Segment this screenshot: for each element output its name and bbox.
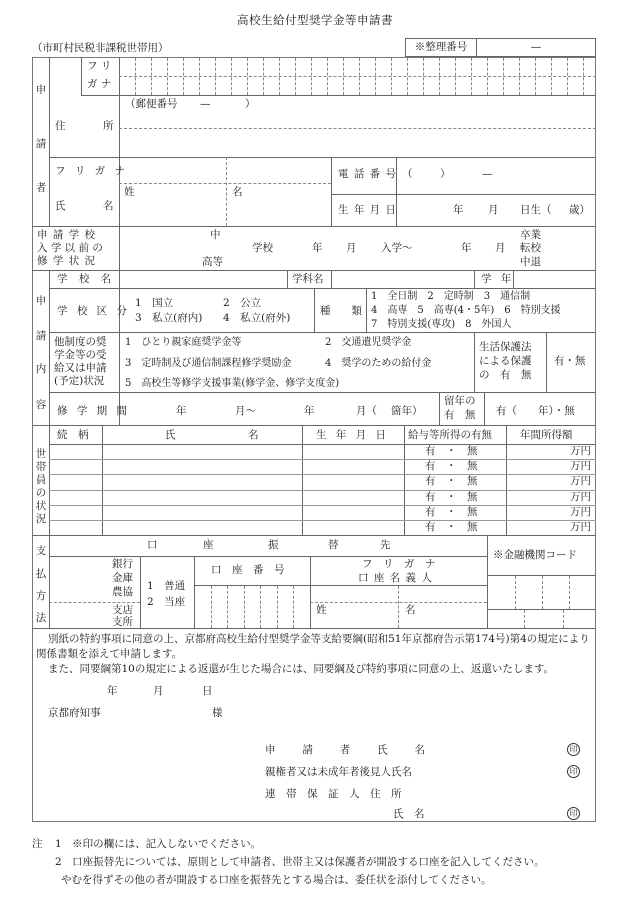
- divider: [119, 270, 120, 425]
- household-birth-date-field[interactable]: [304, 445, 404, 458]
- course-type-options[interactable]: 4 高専 5 高専(4・5年) 6 特別支援: [371, 305, 561, 316]
- table-row: [50, 445, 595, 459]
- name-furigana-label: フ リ ガ ナ: [55, 165, 129, 177]
- note-item: やむを得ずその他の者が開設する口座を振替先とする場合は、委任状を添付してください。: [61, 874, 492, 886]
- divider: [183, 58, 184, 95]
- payment-header-char: 座: [203, 539, 214, 551]
- household-income-field[interactable]: [508, 460, 568, 473]
- other-scholarship-label: 他制度の奨: [54, 336, 107, 348]
- other-scholarship-option[interactable]: 3 定時制及び通信制課程修学奨励金: [125, 357, 292, 369]
- guarantor-address-field[interactable]: [430, 785, 580, 803]
- table-row: [50, 491, 595, 505]
- household-name-field[interactable]: [104, 475, 302, 488]
- household-birth-date-field[interactable]: [304, 491, 404, 504]
- postal-code-prefix: （郵便番号: [125, 98, 178, 110]
- bank-name-field[interactable]: [51, 558, 109, 600]
- divider: [487, 58, 488, 95]
- divider: [398, 586, 399, 628]
- branch-code-field[interactable]: [488, 610, 595, 627]
- address-field[interactable]: [121, 130, 595, 156]
- institution-type: 銀行: [112, 558, 133, 570]
- divider: [49, 556, 487, 557]
- course-type-options[interactable]: 7 特別支援(専攻) 8 外国人: [371, 319, 512, 330]
- divider: [32, 226, 596, 227]
- divider: [375, 58, 376, 95]
- prior-study-label-1: 申 請 学 校: [37, 229, 97, 241]
- household-relation-field[interactable]: [51, 460, 102, 473]
- payment-section-label-4: 法: [35, 612, 47, 624]
- divider: [49, 332, 596, 333]
- birth-year-unit: 年: [453, 204, 464, 216]
- divider: [119, 128, 596, 129]
- divider: [567, 58, 568, 95]
- divider: [279, 58, 280, 95]
- divider: [314, 288, 315, 332]
- welfare-label: 生活保護法: [479, 341, 532, 353]
- income-flag-option[interactable]: 有 ・ 無: [425, 505, 478, 518]
- period-start-month-unit: 月～: [235, 405, 256, 417]
- divider: [519, 58, 520, 95]
- divider: [551, 58, 552, 95]
- divider: [343, 58, 344, 95]
- name-label-1: 氏: [55, 200, 66, 212]
- welfare-value[interactable]: 有・無: [554, 355, 586, 367]
- divider: [194, 585, 487, 586]
- given-name-furigana-field[interactable]: [228, 159, 330, 182]
- given-name-field[interactable]: [228, 200, 330, 225]
- holder-surname-field[interactable]: [330, 618, 396, 627]
- address-label-1: 住: [55, 120, 66, 132]
- phone-paren-open: （: [402, 168, 413, 180]
- divider: [81, 95, 596, 96]
- payment-section-label-2: 払: [35, 568, 47, 580]
- guarantor-name-field[interactable]: [430, 806, 560, 820]
- period-end-year-unit: 年: [304, 405, 315, 417]
- scholarship-row: [125, 357, 471, 370]
- household-section-label-char: 状: [35, 500, 47, 512]
- divider: [32, 628, 596, 629]
- signature-label-guarantor-name: 氏 名: [393, 808, 425, 820]
- postal-code-dash: —: [200, 98, 211, 110]
- address-label-2: 所: [103, 120, 114, 132]
- document-title: 高校生給付型奨学金等申請書: [237, 13, 393, 27]
- divider: [211, 586, 212, 628]
- school-category-option[interactable]: 4 私立(府外): [223, 312, 291, 324]
- divider: [215, 58, 216, 95]
- income-unit: 万円: [570, 460, 591, 473]
- divider: [439, 392, 440, 425]
- divider: [199, 58, 200, 95]
- entry-month-unit: 月: [346, 242, 357, 254]
- divider: [49, 288, 596, 289]
- given-name-label: 名: [232, 186, 243, 198]
- divider: [546, 332, 547, 392]
- seal-icon: [567, 743, 580, 756]
- department-field[interactable]: [333, 271, 473, 287]
- branch-type: 支所: [112, 616, 133, 628]
- reference-number-field[interactable]: —: [530, 41, 542, 53]
- divider: [244, 586, 245, 628]
- household-relation-field[interactable]: [51, 521, 102, 534]
- account-number-label: 口 座 番 号: [211, 564, 285, 576]
- divider: [263, 58, 264, 95]
- period-start-year-unit: 年: [176, 405, 187, 417]
- age-unit: 歳）: [569, 204, 590, 216]
- applicant-section-label-1: 申: [35, 84, 47, 96]
- household-birth-date-field[interactable]: [304, 506, 404, 519]
- divider: [455, 58, 456, 95]
- school-type-middle: 中: [210, 229, 221, 241]
- surname-field[interactable]: [121, 200, 225, 225]
- course-type-label: 種 類: [320, 305, 362, 317]
- other-scholarship-option[interactable]: 2 交通遺児奨学金: [325, 337, 412, 348]
- divider: [32, 425, 596, 426]
- household-section-label-char: 員: [35, 474, 47, 486]
- date-year-unit: 年: [107, 685, 118, 697]
- divider: [423, 58, 424, 95]
- school-name-field[interactable]: [121, 271, 286, 287]
- table-row: [50, 506, 595, 520]
- household-relation-field[interactable]: [51, 445, 102, 458]
- declaration-paragraph-1: 別紙の特約事項に同意の上、京都府高校生給付型奨学金等支給要綱(昭和51年京都府告示第174号)第4の規定により関係書類を添えて申請します。: [36, 633, 590, 660]
- divider: [331, 194, 596, 195]
- phone-dash: —: [482, 168, 493, 180]
- other-scholarship-label: 学金等の受: [54, 349, 107, 361]
- household-birth-date-field[interactable]: [304, 521, 404, 534]
- school-type-high: 高等: [202, 256, 223, 268]
- household-income-field[interactable]: [508, 445, 568, 458]
- divider: [439, 58, 440, 95]
- institution-type: 金庫: [112, 572, 133, 584]
- divider: [81, 57, 82, 95]
- school-name-label: 学 校 名: [57, 273, 116, 285]
- entry-label: 入学～: [381, 242, 413, 254]
- divider: [227, 586, 228, 628]
- seal-mark: 印: [567, 743, 580, 756]
- divider: [49, 270, 50, 425]
- payment-section-label-3: 方: [35, 590, 47, 602]
- account-type-option[interactable]: 1 普通: [147, 580, 186, 592]
- bank-code-label: ※金融機関コード: [493, 549, 577, 561]
- prior-study-label-3: 修 学 状 況: [37, 255, 97, 267]
- household-col-relation: 続 柄: [57, 429, 89, 441]
- household-birth-date-field[interactable]: [304, 475, 404, 488]
- other-scholarship-option[interactable]: 5 高校生等修学支援事業(修学金、修学支度金): [125, 378, 340, 389]
- entry-year-unit: 年: [312, 242, 323, 254]
- other-scholarship-label: (予定)状況: [54, 375, 105, 387]
- divider: [32, 270, 596, 271]
- signature-label-guardian: 親権者又は未成年者後見人氏名: [265, 766, 412, 778]
- holder-given-name-label: 名: [405, 604, 416, 616]
- divider: [327, 58, 328, 95]
- household-relation-field[interactable]: [51, 475, 102, 488]
- income-unit: 万円: [570, 445, 591, 457]
- reference-number-box: [405, 38, 596, 57]
- other-scholarship-options: [125, 336, 471, 390]
- household-name-field[interactable]: [104, 521, 302, 534]
- divider: [583, 58, 584, 95]
- divider: [151, 58, 152, 95]
- declaration-paragraph-2: また、同要綱第10の規定による返還が生じた場合には、同要綱及び特約事項に同意の上、返還いたします。: [48, 663, 555, 675]
- school-category-option[interactable]: 3 私立(府内): [135, 312, 203, 324]
- divider: [119, 226, 120, 270]
- branch-type: 支店: [112, 604, 133, 616]
- other-scholarship-option[interactable]: 4 奨学のための給付金: [325, 357, 432, 369]
- seal-mark: 印: [567, 807, 580, 820]
- addressee: 京都府知事: [48, 707, 101, 719]
- status-graduated[interactable]: 卒業: [520, 229, 541, 241]
- household-col-birth: 生 年 月 日: [316, 429, 390, 441]
- bank-code-field[interactable]: [488, 576, 595, 608]
- divider: [311, 58, 312, 95]
- declaration: [36, 632, 592, 723]
- status-transferred[interactable]: 転校: [520, 242, 541, 254]
- divider: [535, 58, 536, 95]
- prior-study-label-2: 入 学 以 前 の: [37, 242, 103, 254]
- reference-number-label: ※整理番号: [406, 39, 477, 56]
- seal-icon: [567, 765, 580, 778]
- note-item: 1 ※印の欄には、記入しないでください。: [55, 838, 262, 850]
- signature-label-guarantor-address: 連 帯 保 証 人 住 所: [265, 788, 402, 800]
- household-relation-field[interactable]: [51, 491, 102, 504]
- repeat-year-label: 留年の: [444, 395, 476, 407]
- other-scholarship-label: 給又は申請: [54, 362, 107, 374]
- divider: [194, 556, 195, 628]
- school-category-option[interactable]: 1 国立: [135, 297, 174, 309]
- income-flag-option[interactable]: 有 ・ 無: [425, 445, 478, 457]
- notes-prefix: 注: [32, 838, 43, 850]
- birth-month-unit: 月: [488, 204, 499, 216]
- holder-given-field[interactable]: [419, 618, 486, 627]
- household-income-field[interactable]: [508, 506, 568, 519]
- holder-surname-furigana-field[interactable]: [312, 587, 396, 601]
- divider: [119, 76, 596, 77]
- divider: [484, 392, 485, 425]
- divider: [49, 392, 596, 393]
- exit-month-unit: 月: [495, 242, 506, 254]
- household-name-field[interactable]: [104, 506, 302, 519]
- income-unit: 万円: [570, 521, 591, 533]
- grade-label: 学 年: [481, 273, 515, 285]
- household-section-label-char: 帯: [35, 461, 47, 473]
- divider: [135, 58, 136, 95]
- payment-header-char: 先: [380, 539, 391, 551]
- divider: [49, 57, 50, 226]
- document-subtitle: （市町村民税非課税世帯用）: [32, 42, 169, 54]
- date-month-unit: 月: [153, 685, 164, 697]
- income-unit: 万円: [570, 475, 591, 488]
- payment-header-char: 振: [268, 539, 279, 551]
- divider: [293, 586, 294, 628]
- course-type-options[interactable]: 1 全日制 2 定時制 3 通信制: [371, 291, 531, 302]
- surname-furigana-field[interactable]: [121, 159, 225, 182]
- divider: [513, 270, 514, 288]
- divider: [49, 535, 50, 628]
- school-suffix: 学校: [252, 242, 273, 254]
- household-section-label-char: 況: [35, 513, 47, 525]
- household-relation-field[interactable]: [51, 506, 102, 519]
- household-name-field[interactable]: [104, 445, 302, 458]
- divider: [226, 157, 227, 226]
- household-name-field[interactable]: [104, 460, 302, 473]
- table-row: [50, 460, 595, 474]
- household-name-field[interactable]: [104, 491, 302, 504]
- household-income-field[interactable]: [508, 475, 568, 488]
- income-unit: 万円: [570, 505, 591, 518]
- applicant-name-field[interactable]: [430, 741, 560, 759]
- study-period-label: 修 学 期 間: [57, 405, 131, 417]
- addressee-honorific: 様: [212, 707, 223, 719]
- application-section-label-4: 容: [35, 399, 47, 411]
- payment-header-char: 替: [328, 539, 339, 551]
- phone-label: 電 話 番 号: [338, 168, 398, 180]
- guardian-name-field[interactable]: [430, 763, 560, 781]
- note-item: 2 口座振替先については、原則として申請者、世帯主又は保護者が開設する口座を記入してください。: [55, 856, 545, 868]
- household-income-field[interactable]: [508, 521, 568, 534]
- furigana-label-2: ガ ナ: [87, 78, 112, 90]
- holder-given-furigana-field[interactable]: [400, 587, 486, 601]
- divider: [295, 58, 296, 95]
- period-end-month-unit: 月（: [356, 405, 377, 417]
- branch-name-field[interactable]: [51, 604, 109, 627]
- divider: [474, 332, 475, 392]
- repeat-year-value[interactable]: 有（ 年）・無: [496, 405, 575, 417]
- divider: [277, 586, 278, 628]
- divider: [119, 57, 120, 226]
- school-category-option[interactable]: 2 公立: [223, 297, 262, 309]
- household-birth-date-field[interactable]: [304, 460, 404, 473]
- income-flag-option[interactable]: 有 ・ 無: [425, 460, 478, 473]
- application-date-field[interactable]: [36, 681, 592, 703]
- welfare-label: の 有 無: [479, 369, 532, 381]
- household-col-income: 年間所得額: [520, 429, 573, 441]
- divider: [287, 270, 288, 288]
- furigana-label-1: フ リ: [87, 60, 112, 72]
- application-section-label-3: 内: [35, 363, 47, 375]
- period-years-unit: 箇年）: [391, 405, 423, 417]
- school-category-label: 学 校 区 分: [57, 305, 131, 317]
- divider: [503, 58, 504, 95]
- income-flag-option[interactable]: 有 ・ 無: [425, 475, 478, 488]
- surname-label: 姓: [124, 186, 135, 198]
- exit-year-unit: 年: [461, 242, 472, 254]
- divider: [474, 270, 475, 288]
- phone-paren-close: ）: [440, 168, 451, 180]
- divider: [167, 58, 168, 95]
- application-section-label-2: 請: [35, 330, 47, 342]
- household-col-surname: 氏: [165, 429, 176, 441]
- applicant-section-label-2: 請: [35, 138, 47, 150]
- divider: [119, 183, 331, 184]
- household-section-label-char: 世: [35, 448, 47, 460]
- phone-field[interactable]: [398, 159, 595, 193]
- divider: [471, 58, 472, 95]
- institution-type: 農協: [112, 586, 133, 598]
- name-label-2: 名: [103, 200, 114, 212]
- divider: [331, 157, 332, 226]
- repeat-year-label: 有 無: [444, 409, 476, 421]
- divider: [231, 58, 232, 95]
- table-row: [50, 521, 595, 535]
- status-withdrawn[interactable]: 中退: [520, 256, 541, 268]
- welfare-label: による保護: [479, 355, 532, 367]
- divider: [310, 556, 311, 628]
- holder-label: 口 座 名 義 人: [358, 572, 433, 584]
- grade-field[interactable]: [515, 271, 595, 287]
- signature-label-applicant: 申 請 者 氏 名: [265, 744, 425, 756]
- holder-surname-label: 姓: [316, 604, 327, 616]
- holder-furigana-label: フ リ ガ ナ: [362, 558, 436, 570]
- divider: [331, 270, 332, 288]
- household-section-label-char: の: [35, 487, 47, 499]
- divider: [359, 58, 360, 95]
- scholarship-row: [125, 336, 471, 349]
- divider: [247, 58, 248, 95]
- household-col-given: 名: [248, 429, 259, 441]
- table-row: [50, 475, 595, 489]
- other-scholarship-option[interactable]: 1 ひとり親家庭奨学金等: [125, 337, 242, 348]
- date-day-unit: 日: [202, 685, 213, 697]
- divider: [49, 602, 140, 603]
- study-period-field[interactable]: [121, 394, 437, 424]
- birth-date-field[interactable]: [398, 196, 595, 225]
- birth-day-unit: 日生（: [520, 204, 552, 216]
- household-col-income-flag: 給与等所得の有無: [408, 429, 492, 441]
- birth-date-label: 生 年 月 日: [338, 204, 398, 216]
- seal-icon: [567, 807, 580, 820]
- divider: [366, 288, 367, 332]
- income-flag-option[interactable]: 有 ・ 無: [425, 490, 478, 503]
- applicant-section-label-3: 者: [35, 182, 47, 194]
- divider: [260, 586, 261, 628]
- seal-mark: 印: [567, 765, 580, 778]
- income-unit: 万円: [570, 490, 591, 503]
- divider: [391, 58, 392, 95]
- account-type-option[interactable]: 2 当座: [147, 596, 186, 608]
- application-section-label-1: 申: [35, 295, 47, 307]
- divider: [49, 157, 596, 158]
- postal-code-suffix: ）: [245, 98, 256, 110]
- scholarship-row: [125, 377, 471, 390]
- payment-header-char: 口: [147, 539, 158, 551]
- department-label: 学科名: [292, 273, 324, 285]
- income-flag-option[interactable]: 有 ・ 無: [425, 521, 478, 533]
- addressee-line: [36, 703, 592, 723]
- divider: [407, 58, 408, 95]
- payment-section-label-1: 支: [35, 545, 47, 557]
- divider: [140, 556, 141, 628]
- household-income-field[interactable]: [508, 491, 568, 504]
